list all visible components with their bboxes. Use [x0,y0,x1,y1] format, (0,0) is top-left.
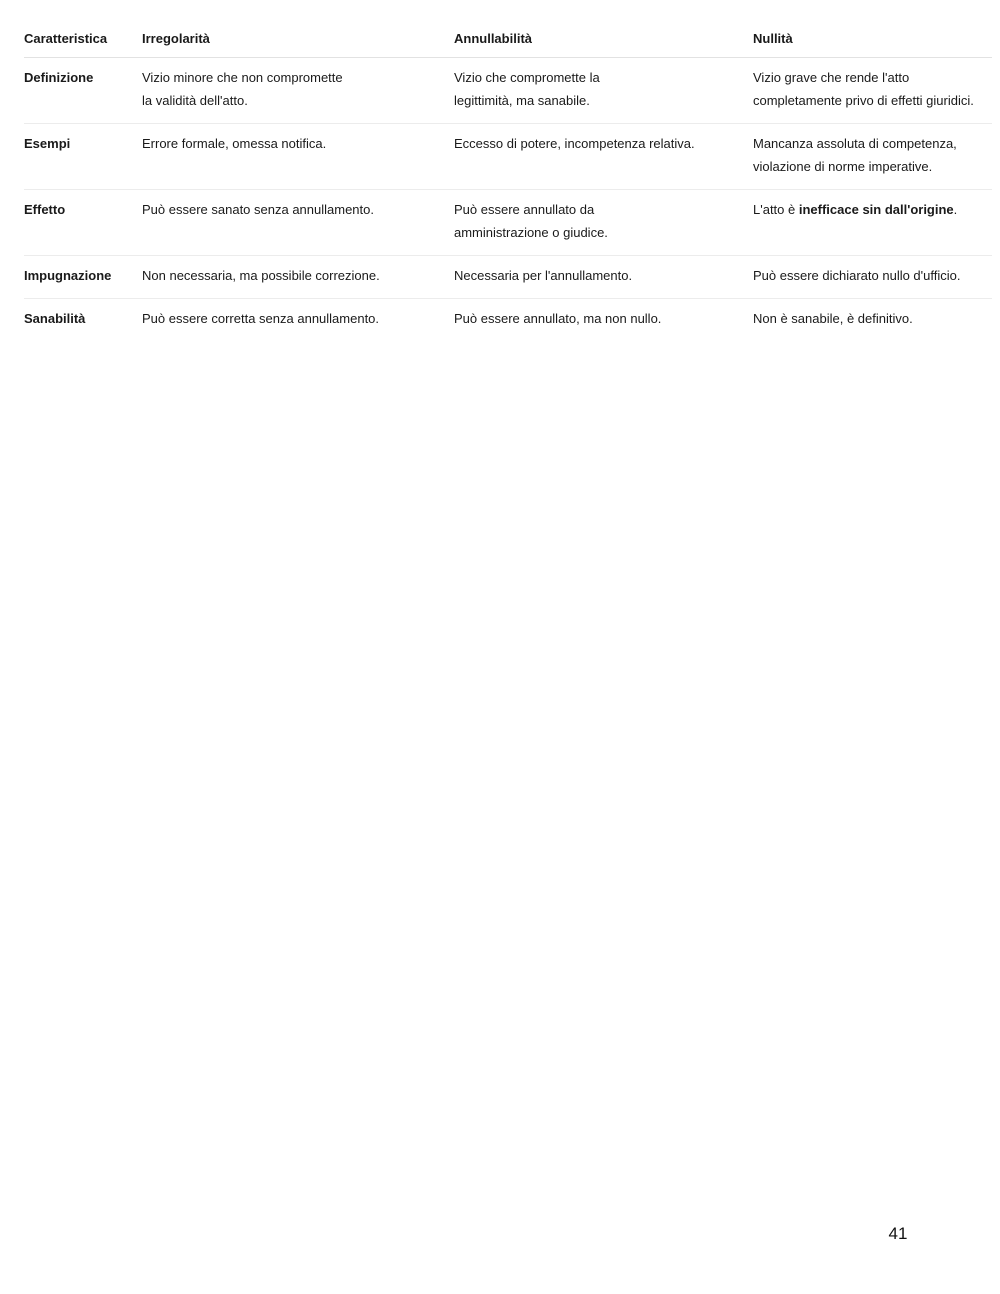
cell-irregolarita: Errore formale, omessa notifica. [142,124,454,190]
table-header-row [24,20,992,58]
cell-text: Può essere annullato da amministrazione o giudice. [454,202,608,240]
row-label-definizione: Definizione [24,58,142,124]
cell-nullita [753,58,992,124]
cell-irregolarita: Non necessaria, ma possibile correzione. [142,256,454,299]
cell-nullita [753,190,992,256]
table-row [24,299,992,342]
table-row [24,58,992,124]
cell-nullita: Non è sanabile, è definitivo. [753,311,913,326]
table-row [24,190,992,256]
cell-nullita: Può essere dichiarato nullo d'ufficio. [753,256,992,299]
cell-annullabilita [454,58,753,124]
header-caratteristica: Caratteristica [24,20,142,58]
comparison-table [24,20,992,341]
cell-annullabilita: Necessaria per l'annullamento. [454,256,753,299]
cell-text-prefix: L'atto è [753,202,799,217]
row-label-impugnazione: Impugnazione [24,256,142,299]
cell-text: Vizio grave che rende l'atto completamente privo di effetti giuridici. [753,70,974,108]
cell-nullita [753,124,992,190]
row-label-esempi: Esempi [24,124,142,190]
table-row [24,124,992,190]
table-row [24,256,992,299]
row-label-sanabilita: Sanabilità [24,311,86,326]
cell-annullabilita: Eccesso di potere, incompetenza relativa. [454,124,753,190]
page-number: 41 [888,1224,908,1243]
header-irregolarita: Irregolarità [142,20,454,58]
cell-irregolarita [142,58,454,124]
header-nullita: Nullità [753,20,992,58]
cell-text: Vizio minore che non compromette la validità dell'atto. [142,70,343,108]
cell-annullabilita: Può essere annullato, ma non nullo. [454,311,662,326]
row-label-effetto: Effetto [24,190,142,256]
cell-text-suffix: . [953,202,958,217]
cell-text: Vizio che compromette la legittimità, ma sanabile. [454,70,600,108]
cell-irregolarita: Può essere sanato senza annullamento. [142,190,454,256]
cell-text-bold: inefficace sin dall'origine [798,202,954,217]
header-annullabilita: Annullabilità [454,20,753,58]
cell-irregolarita: Può essere corretta senza annullamento. [142,311,380,326]
cell-text: Mancanza assoluta di competenza, violazione di norme imperative. [753,136,957,174]
cell-annullabilita [454,190,753,256]
